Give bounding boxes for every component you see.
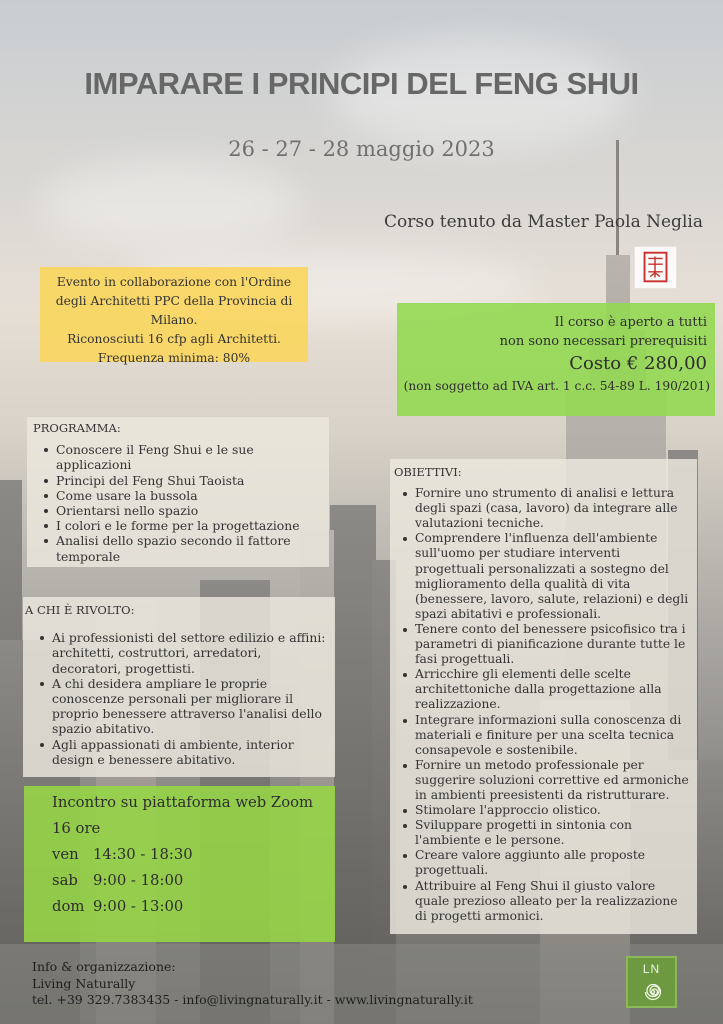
- pricing-line: Il corso è aperto a tutti: [554, 315, 707, 330]
- list-item: Fornire uno strumento di analisi e lettura degli spazi (casa, lavoro) da integrare alle valutazioni tecniche.: [398, 486, 693, 531]
- list-item: Agli appassionati di ambiente, interior design e benessere abitativo.: [35, 737, 329, 767]
- event-dates: 26 - 27 - 28 maggio 2023: [228, 137, 495, 161]
- programma-heading: PROGRAMMA:: [33, 421, 121, 435]
- collaboration-line: Riconosciuti 16 cfp agli Architetti.: [67, 332, 281, 346]
- footer-contacts: tel. +39 329.7383435 - info@livingnaturally.it - www.livingnaturally.it: [32, 992, 473, 1007]
- seal-stamp-icon: [634, 246, 677, 289]
- schedule-time: 9:00 - 18:00: [93, 872, 184, 889]
- list-item: Sviluppare progetti in sintonia con l'ambiente e le persone.: [398, 818, 693, 848]
- list-item: Attribuire al Feng Shui il giusto valore quale prezioso alleato per la realizzazione di progetti armonici.: [398, 879, 693, 924]
- schedule-time: 14:30 - 18:30: [93, 846, 193, 863]
- list-item: Creare valore aggiunto alle proposte progettuali.: [398, 848, 693, 878]
- list-item: Fornire un metodo professionale per suggerire soluzioni correttive ed armoniche in ambienti preesistenti da ristrutturare.: [398, 758, 693, 803]
- collaboration-line: degli Architetti PPC della Provincia di Milano.: [55, 294, 293, 327]
- schedule-row: [52, 842, 335, 868]
- pricing-box: [397, 303, 715, 416]
- footer-heading: Info & organizzazione:: [32, 959, 176, 974]
- pricing-line: non sono necessari prerequisiti: [499, 334, 707, 349]
- collaboration-line: Evento in collaborazione con l'Ordine: [56, 275, 292, 289]
- rivolto-heading: A CHI È RIVOLTO:: [25, 603, 135, 617]
- footer-org: Living Naturally: [32, 975, 136, 991]
- schedule-row: [52, 868, 335, 894]
- programma-panel: [27, 417, 329, 567]
- list-item: Orientarsi nello spazio: [39, 503, 323, 518]
- zoom-schedule-box: [24, 786, 335, 942]
- list-item: A chi desidera ampliare le proprie conoscenze personali per migliorare il proprio benessere attraverso l'analisi dello spazio abitativo.: [35, 676, 329, 737]
- list-item: Come usare la bussola: [39, 488, 323, 503]
- collaboration-box: [40, 267, 308, 365]
- schedule-day: ven: [52, 846, 79, 863]
- schedule-day: dom: [52, 898, 85, 915]
- iva-note: (non soggetto ad IVA art. 1 c.c. 54-89 L. 190/201): [403, 379, 710, 393]
- course-cost: Costo € 280,00: [569, 353, 707, 374]
- course-hours: 16 ore: [52, 820, 101, 837]
- teacher-line: Corso tenuto da Master Paola Neglia: [384, 212, 703, 232]
- schedule-row: [52, 894, 335, 920]
- list-item: Principi del Feng Shui Taoista: [39, 473, 323, 488]
- obiettivi-list: [394, 486, 693, 924]
- schedule-day: sab: [52, 872, 78, 889]
- schedule-time: 9:00 - 13:00: [93, 898, 184, 915]
- living-naturally-logo: [626, 956, 677, 1008]
- list-item: Integrare informazioni sulla conoscenza di materiali e finiture per una scelta tecnica consapevole e sostenibile.: [398, 713, 693, 758]
- page-title: IMPARARE I PRINCIPI DEL FENG SHUI: [84, 66, 639, 101]
- list-item: Stimolare l'approccio olistico.: [398, 803, 693, 818]
- obiettivi-heading: OBIETTIVI:: [394, 465, 462, 479]
- logo-letters: LN: [642, 962, 661, 976]
- list-item: Arricchire gli elementi delle scelte architettoniche dalla progettazione alla realizzazione.: [398, 667, 693, 712]
- footer-info: [32, 959, 473, 1009]
- objectives-panel: [390, 459, 697, 934]
- programma-list: [33, 442, 323, 564]
- collaboration-line: Frequenza minima: 80%: [97, 351, 251, 365]
- rivolto-list: [29, 630, 329, 767]
- list-item: Conoscere il Feng Shui e le sue applicazioni: [39, 442, 323, 472]
- list-item: I colori e le forme per la progettazione: [39, 518, 323, 533]
- list-item: Comprendere l'influenza dell'ambiente sull'uomo per studiare interventi progettuali personalizzati a sostegno del miglioramento della qualità di vita (benessere, lavoro, salute, relazioni) e degli spazi abitativi e professionali.: [398, 531, 693, 622]
- list-item: Ai professionisti del settore edilizio e affini: architetti, costruttori, arredatori, decoratori, progettisti.: [35, 630, 329, 676]
- list-item: Tenere conto del benessere psicofisico tra i parametri di pianificazione durante tutte le fasi progettuali.: [398, 622, 693, 667]
- list-item: Analisi dello spazio secondo il fattore temporale: [39, 533, 323, 563]
- spiral-icon: [641, 980, 665, 1004]
- zoom-platform: Incontro su piattaforma web Zoom: [52, 794, 314, 811]
- target-audience-panel: [23, 597, 335, 777]
